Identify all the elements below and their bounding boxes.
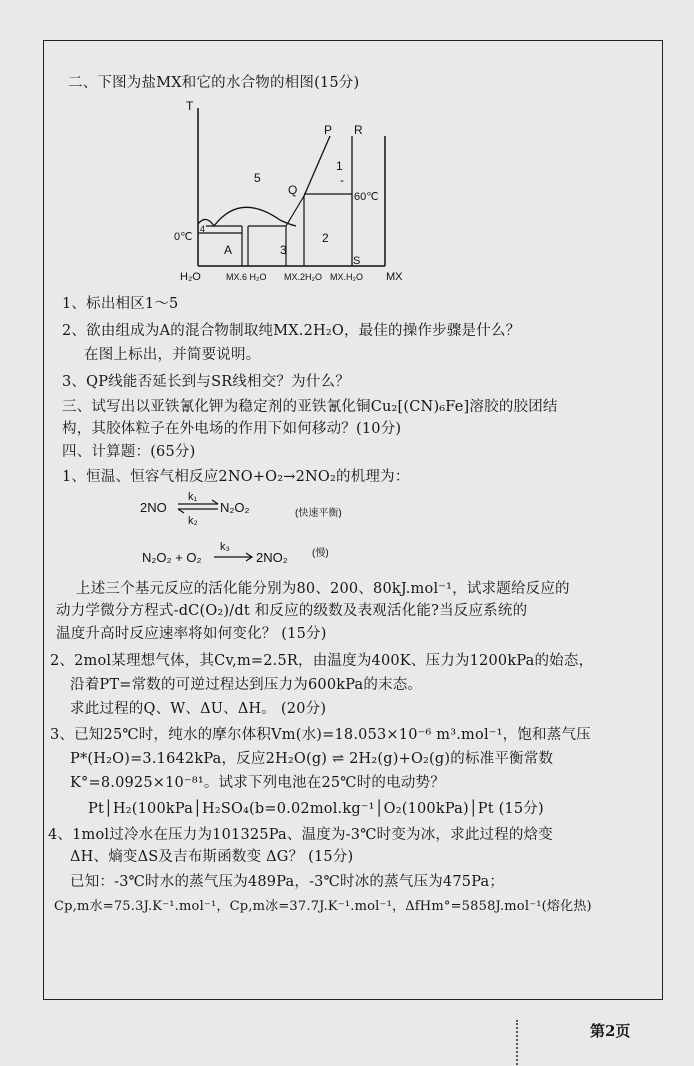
k3-label: k₃: [220, 541, 230, 553]
x-h2o-label: H₂O: [180, 271, 201, 283]
scan-dots: [516, 1020, 521, 1065]
point-r-label: R: [354, 123, 363, 137]
region-2-label: 2: [322, 231, 329, 245]
x-mx-label: MX: [386, 271, 403, 283]
x-mx1-label: MX.H₂O: [330, 272, 363, 282]
section3-line2: 构，其胶体粒子在外电场的作用下如何移动？(10分): [62, 421, 402, 437]
point-p-label: P: [324, 123, 333, 137]
mech2-right: 2NO₂: [256, 550, 288, 565]
region-5-label: 5: [254, 171, 261, 185]
mech2-left: N₂O₂ + O₂: [142, 550, 202, 565]
point-q-label: Q: [288, 183, 298, 197]
k1-label: k₁: [188, 491, 198, 503]
p3-line4: Pt│H₂(100kPa│H₂SO₄(b=0.02mol.kg⁻¹│O₂(100kPa)│Pt (15分): [88, 801, 544, 817]
p1-line4: 温度升高时反应速率将如何变化？ (15分): [56, 626, 327, 642]
section2-heading: 二、下图为盐MX和它的水合物的相图(15分): [68, 75, 360, 91]
p1-line1: 1、恒温、恒容气相反应2NO+O₂→2NO₂的机理为：: [62, 469, 410, 485]
p2-line3: 求此过程的Q、W、ΔU、ΔH。 (20分): [70, 701, 327, 717]
axis-top-label: T: [186, 99, 194, 113]
phase-diagram: [170, 96, 430, 292]
p3-line2: P*(H₂O)=3.1642kPa，反应2H₂O(g) ⇌ 2H₂(g)+O₂(g)的标准平衡常数: [70, 751, 554, 767]
dash-mark: -: [340, 173, 344, 187]
region-3-label: 3: [280, 243, 287, 257]
temp-left-label: 0℃: [174, 231, 193, 243]
page-number: 第2页: [590, 1022, 631, 1040]
p2-line2: 沿着PT=常数的可逆过程达到压力为600kPa的末态。: [70, 677, 423, 693]
x-mx2-label: MX.2H₂O: [284, 272, 322, 282]
section4-heading: 四、计算题：(65分): [62, 444, 196, 460]
region-1-label: 1: [336, 159, 343, 173]
temp-right-label: 60℃: [354, 191, 379, 203]
region-4-label: 4: [200, 224, 206, 234]
p4-line1: 4、1mol过冷水在压力为101325Pa、温度为-3℃时变为冰，求此过程的焓变: [48, 827, 554, 843]
mechanism-equations: [140, 480, 460, 580]
point-s-label: S: [353, 255, 361, 267]
p4-line4: Cp,m水=75.3J.K⁻¹.mol⁻¹，Cp,m冰=37.7J.K⁻¹.mol⁻¹，ΔfHm°=5858J.mol⁻¹(熔化热): [54, 899, 592, 914]
q1-text: 1、标出相区1～5: [62, 296, 179, 312]
p1-line2: 上述三个基元反应的活化能分别为80、200、80kJ.mol⁻¹，试求题给反应的: [76, 581, 570, 597]
region-a-label: A: [224, 243, 233, 257]
p4-line2: ΔH、熵变ΔS及吉布斯函数变 ΔG？ (15分): [70, 849, 354, 865]
p1-line3: 动力学微分方程式-dC(O₂)/dt 和反应的级数及表观活化能?当反应系统的: [56, 603, 528, 619]
q2b-text: 在图上标出，并简要说明。: [84, 347, 261, 363]
p2-line1: 2、2mol某理想气体，其Cv,m=2.5R，由温度为400K、压力为1200kPa的始态，: [50, 653, 594, 669]
section3-line1: 三、试写出以亚铁氰化钾为稳定剂的亚铁氰化铜Cu₂[(CN)₆Fe]溶胶的胶团结: [62, 399, 558, 415]
k2-label: k₂: [188, 515, 198, 527]
mech1-note: (快速平衡): [295, 508, 342, 519]
q3-text: 3、QP线能否延长到与SR线相交？为什么？: [62, 374, 350, 390]
x-mx6-label: MX.6 H₂O: [226, 272, 267, 282]
p3-line3: K°=8.0925×10⁻⁸¹。试求下列电池在25℃时的电动势？: [70, 775, 445, 791]
mech1-left: 2NO: [140, 500, 167, 515]
mech1-right: N₂O₂: [220, 500, 250, 515]
p4-line3: 已知：-3℃时水的蒸气压为489Pa，-3℃时冰的蒸气压为475Pa；: [70, 874, 505, 890]
q2a-text: 2、欲由组成为A的混合物制取纯MX.2H₂O，最佳的操作步骤是什么？: [62, 323, 521, 339]
mech2-note: (慢): [312, 548, 329, 559]
p3-line1: 3、已知25℃时，纯水的摩尔体积Vm(水)=18.053×10⁻⁶ m³.mol⁻¹，饱和蒸气压: [50, 727, 591, 743]
